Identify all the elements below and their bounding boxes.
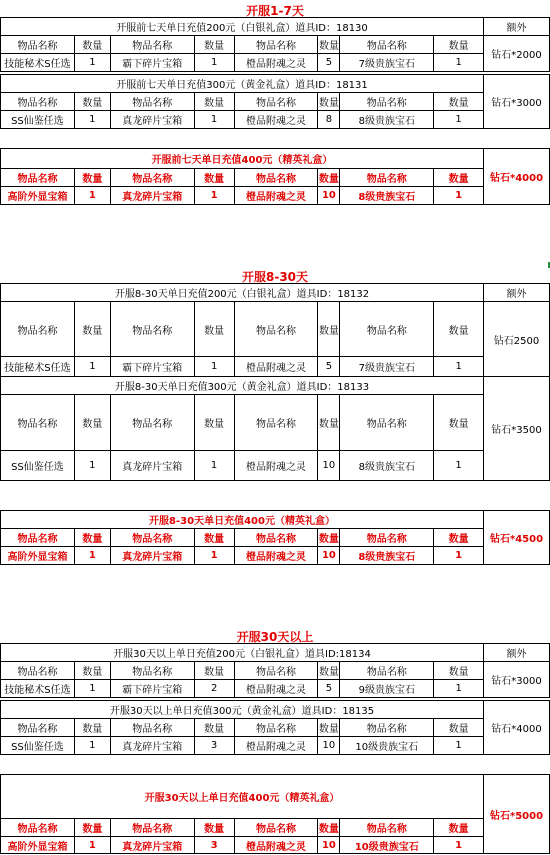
qty-cell: 1: [194, 111, 234, 129]
qty-cell: 1: [194, 451, 234, 481]
item-cell: SS仙鉴任选: [1, 451, 75, 481]
header-cell: 数量: [194, 662, 234, 680]
block-title: 开服30天以上单日充值400元（精英礼盒）: [1, 775, 484, 819]
header-cell: 数量: [74, 169, 110, 187]
block-title: 开服8-30天单日充值200元（白银礼盒）道具ID：18132: [1, 284, 484, 302]
header-cell: 物品名称: [1, 93, 75, 111]
header-cell: 物品名称: [340, 93, 434, 111]
block-title: 开服30天以上单日充值300元（黄金礼盒）道具ID：18135: [1, 701, 484, 719]
qty-cell: 5: [318, 357, 340, 377]
block-title: 开服8-30天单日充值300元（黄金礼盒）道具ID：18133: [1, 377, 484, 395]
item-cell: 高阶外显宝箱: [1, 187, 75, 205]
header-cell: 数量: [318, 36, 340, 54]
reward-cell: 钻石*4000: [484, 149, 550, 205]
header-cell: 数量: [434, 529, 484, 547]
gift-table-1-7-400: [0, 148, 550, 205]
extra-header: 额外: [484, 644, 550, 662]
item-cell: 7级贵族宝石: [340, 54, 434, 72]
item-cell: 8级贵族宝石: [340, 451, 434, 481]
reward-cell: 钻石*3000: [484, 75, 550, 129]
gift-table-8-30-200: [0, 283, 550, 377]
item-cell: 橙品附魂之灵: [234, 737, 318, 755]
qty-cell: 1: [434, 54, 484, 72]
gift-table-1-7-300: [0, 74, 550, 129]
block-title: 开服前七天单日充值400元（精英礼盒）: [1, 149, 484, 169]
item-cell: 霸下碎片宝箱: [110, 357, 194, 377]
item-cell: SS仙鉴任选: [1, 737, 75, 755]
header-cell: 数量: [194, 819, 234, 837]
qty-cell: 1: [74, 187, 110, 205]
header-cell: 数量: [194, 302, 234, 357]
header-cell: 物品名称: [1, 719, 75, 737]
header-cell: 数量: [74, 395, 110, 451]
header-cell: 物品名称: [1, 169, 75, 187]
qty-cell: 1: [194, 357, 234, 377]
qty-cell: 2: [194, 680, 234, 698]
block-title: 开服前七天单日充值300元（黄金礼盒）道具ID：18131: [1, 75, 484, 93]
header-cell: 物品名称: [234, 662, 318, 680]
item-cell: 橙品附魂之灵: [234, 547, 318, 565]
header-cell: 物品名称: [234, 719, 318, 737]
item-cell: 高阶外显宝箱: [1, 837, 75, 854]
header-cell: 物品名称: [110, 662, 194, 680]
header-cell: 数量: [434, 169, 484, 187]
block-title: 开服30天以上单日充值200元（白银礼盒）道具ID:18134: [1, 644, 484, 662]
header-cell: 数量: [194, 529, 234, 547]
reward-cell: 钻石*4500: [484, 511, 550, 565]
item-cell: 10级贵族宝石: [340, 737, 434, 755]
qty-cell: 10: [318, 451, 340, 481]
header-cell: 数量: [74, 302, 110, 357]
qty-cell: 1: [194, 187, 234, 205]
item-cell: 霸下碎片宝箱: [110, 680, 194, 698]
header-cell: 物品名称: [110, 719, 194, 737]
header-cell: 物品名称: [340, 529, 434, 547]
qty-cell: 1: [434, 187, 484, 205]
header-cell: 数量: [434, 662, 484, 680]
header-cell: 物品名称: [234, 93, 318, 111]
item-cell: 8级贵族宝石: [340, 111, 434, 129]
header-cell: 数量: [194, 169, 234, 187]
header-cell: 物品名称: [1, 819, 75, 837]
extra-header: 额外: [484, 284, 550, 302]
item-cell: 橙品附魂之灵: [234, 357, 318, 377]
header-cell: 数量: [434, 93, 484, 111]
gift-table-30plus-400: [0, 774, 550, 854]
item-cell: 真龙碎片宝箱: [110, 737, 194, 755]
qty-cell: 1: [194, 547, 234, 565]
qty-cell: 3: [194, 737, 234, 755]
header-cell: 物品名称: [234, 36, 318, 54]
item-cell: 霸下碎片宝箱: [110, 54, 194, 72]
header-cell: 物品名称: [340, 662, 434, 680]
item-cell: 技能秘术S任选: [1, 54, 75, 72]
header-cell: 物品名称: [1, 662, 75, 680]
qty-cell: 10: [318, 837, 340, 854]
reward-cell: 钻石*2000: [484, 36, 550, 72]
header-cell: 物品名称: [110, 93, 194, 111]
header-cell: 物品名称: [110, 819, 194, 837]
qty-cell: 1: [74, 357, 110, 377]
header-cell: 物品名称: [234, 395, 318, 451]
item-cell: 7级贵族宝石: [340, 357, 434, 377]
header-cell: 数量: [194, 36, 234, 54]
qty-cell: 10: [318, 187, 340, 205]
reward-cell: 钻石*5000: [484, 775, 550, 854]
header-cell: 物品名称: [234, 819, 318, 837]
header-cell: 数量: [194, 93, 234, 111]
item-cell: 9级贵族宝石: [340, 680, 434, 698]
reward-cell: 钻石*3500: [484, 377, 550, 481]
header-cell: 物品名称: [234, 302, 318, 357]
header-cell: 物品名称: [340, 819, 434, 837]
header-cell: 物品名称: [1, 36, 75, 54]
section-title-1-7: 开服1-7天: [246, 4, 304, 18]
header-cell: 数量: [318, 719, 340, 737]
header-cell: 数量: [434, 36, 484, 54]
block-title: 开服8-30天单日充值400元（精英礼盒）: [1, 511, 484, 529]
qty-cell: 1: [434, 547, 484, 565]
item-cell: 高阶外显宝箱: [1, 547, 75, 565]
gift-table-30plus-300: [0, 700, 550, 755]
header-cell: 物品名称: [340, 302, 434, 357]
qty-cell: 1: [74, 837, 110, 854]
item-cell: 真龙碎片宝箱: [110, 111, 194, 129]
header-cell: 物品名称: [234, 169, 318, 187]
reward-cell: 钻石*3000: [484, 662, 550, 698]
header-cell: 数量: [74, 719, 110, 737]
item-cell: 真龙碎片宝箱: [110, 451, 194, 481]
gift-table-1-7-200: [0, 17, 550, 72]
header-cell: 物品名称: [340, 169, 434, 187]
gift-table-8-30-400: [0, 510, 550, 565]
item-cell: 橙品附魂之灵: [234, 111, 318, 129]
item-cell: 橙品附魂之灵: [234, 837, 318, 854]
qty-cell: 1: [74, 111, 110, 129]
reward-cell: 钻石*4000: [484, 701, 550, 755]
header-cell: 物品名称: [110, 36, 194, 54]
item-cell: 10级贵族宝石: [340, 837, 434, 854]
header-cell: 数量: [318, 169, 340, 187]
header-cell: 数量: [318, 395, 340, 451]
header-cell: 数量: [74, 819, 110, 837]
header-cell: 数量: [434, 395, 484, 451]
header-cell: 数量: [74, 529, 110, 547]
item-cell: 真龙碎片宝箱: [110, 837, 194, 854]
header-cell: 数量: [74, 662, 110, 680]
item-cell: 技能秘术S任选: [1, 680, 75, 698]
extra-header: 额外: [484, 18, 550, 36]
item-cell: 真龙碎片宝箱: [110, 187, 194, 205]
item-cell: 橙品附魂之灵: [234, 680, 318, 698]
qty-cell: 5: [318, 54, 340, 72]
qty-cell: 1: [74, 54, 110, 72]
header-cell: 物品名称: [1, 302, 75, 357]
header-cell: 物品名称: [234, 529, 318, 547]
qty-cell: 1: [434, 737, 484, 755]
header-cell: 数量: [74, 93, 110, 111]
header-cell: 物品名称: [340, 36, 434, 54]
item-cell: 技能秘术S任选: [1, 357, 75, 377]
item-cell: 橙品附魂之灵: [234, 54, 318, 72]
reward-cell: 钻石2500: [484, 302, 550, 377]
header-cell: 数量: [194, 719, 234, 737]
qty-cell: 1: [74, 547, 110, 565]
qty-cell: 1: [74, 737, 110, 755]
qty-cell: 1: [434, 680, 484, 698]
header-cell: 数量: [434, 819, 484, 837]
header-cell: 物品名称: [1, 529, 75, 547]
item-cell: 橙品附魂之灵: [234, 451, 318, 481]
header-cell: 物品名称: [1, 395, 75, 451]
gift-table-8-30-300: [0, 376, 550, 481]
header-cell: 数量: [434, 719, 484, 737]
block-title: 开服前七天单日充值200元（白银礼盒）道具ID：18130: [1, 18, 484, 36]
item-cell: 8级贵族宝石: [340, 187, 434, 205]
item-cell: SS仙鉴任选: [1, 111, 75, 129]
qty-cell: 1: [434, 451, 484, 481]
item-cell: 橙品附魂之灵: [234, 187, 318, 205]
section-title-30-plus: 开服30天以上: [236, 630, 314, 644]
qty-cell: 3: [194, 837, 234, 854]
header-cell: 物品名称: [340, 395, 434, 451]
item-cell: 真龙碎片宝箱: [110, 547, 194, 565]
header-cell: 物品名称: [110, 169, 194, 187]
header-cell: 数量: [194, 395, 234, 451]
qty-cell: 1: [434, 357, 484, 377]
qty-cell: 10: [318, 547, 340, 565]
qty-cell: 1: [194, 54, 234, 72]
item-cell: 8级贵族宝石: [340, 547, 434, 565]
header-cell: 数量: [74, 36, 110, 54]
header-cell: 数量: [318, 302, 340, 357]
header-cell: 物品名称: [110, 529, 194, 547]
qty-cell: 10: [318, 737, 340, 755]
qty-cell: 1: [74, 680, 110, 698]
qty-cell: 8: [318, 111, 340, 129]
header-cell: 物品名称: [110, 302, 194, 357]
header-cell: 数量: [318, 819, 340, 837]
section-title-8-30: 开服8-30天: [241, 270, 309, 284]
header-cell: 数量: [318, 662, 340, 680]
header-cell: 数量: [434, 302, 484, 357]
header-cell: 数量: [318, 93, 340, 111]
qty-cell: 1: [74, 451, 110, 481]
header-cell: 物品名称: [340, 719, 434, 737]
qty-cell: 5: [318, 680, 340, 698]
qty-cell: 1: [434, 111, 484, 129]
header-cell: 物品名称: [110, 395, 194, 451]
qty-cell: 1: [434, 837, 484, 854]
header-cell: 数量: [318, 529, 340, 547]
gift-table-30plus-200: [0, 643, 550, 698]
